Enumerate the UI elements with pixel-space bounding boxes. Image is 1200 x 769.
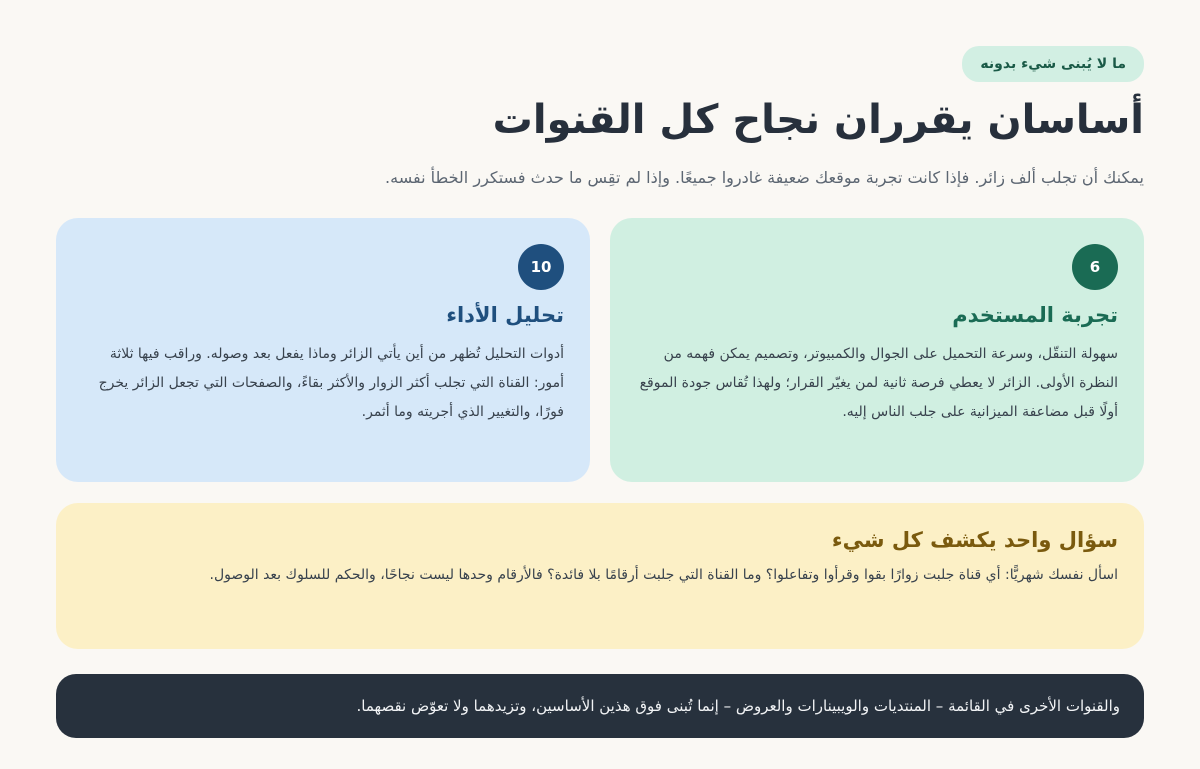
eyebrow-badge: ما لا يُبنى شيء بدونه [962, 46, 1144, 82]
page-subtitle: يمكنك أن تجلب ألف زائر. فإذا كانت تجربة موقعك ضعيفة غادروا جميعًا. وإذا لم تقِس ما حدث فستكرر الخطأ نفسه. [385, 168, 1144, 187]
card-title: تجربة المستخدم [952, 303, 1118, 327]
question-title: سؤال واحد يكشف كل شيء [831, 528, 1118, 552]
card-number-badge: 6 [1072, 244, 1118, 290]
card-number-badge: 10 [518, 244, 564, 290]
page-title: أساسان يقرران نجاح كل القنوات [492, 97, 1144, 143]
card-text: أدوات التحليل تُظهر من أين يأتي الزائر وماذا يفعل بعد وصوله. وراقب فيها ثلاثة أمور: القناة التي تجلب أكثر الزوار والأكثر بقاءً، والصفحات التي تجعل الزائر يخرج فورًا، والتغيير الذي أجريته وما أثمر. [98, 346, 564, 420]
card-user-experience [610, 218, 1144, 482]
card-title: تحليل الأداء [446, 303, 564, 327]
question-callout [56, 503, 1144, 649]
footer-note: والقنوات الأخرى في القائمة – المنتديات والويبينارات والعروض – إنما تُبنى فوق هذين الأساسين، وتزيدهما ولا تعوّض نقصهما. [56, 674, 1144, 738]
card-text: سهولة التنقّل، وسرعة التحميل على الجوال والكمبيوتر، وتصميم يمكن فهمه من النظرة الأولى. الزائر لا يعطي فرصة ثانية لمن يغيّر القرار؛ ولهذا تُقاس جودة الموقع أولًا قبل مضاعفة الميزانية على جلب الناس إليه. [639, 346, 1118, 420]
question-text: اسأل نفسك شهريًّا: أي قناة جلبت زوارًا بقوا وقرأوا وتفاعلوا؟ وما القناة التي جلبت أرقامًا بلا فائدة؟ فالأرقام وحدها ليست نجاحًا، والحكم للسلوك بعد الوصول. [209, 567, 1118, 583]
card-performance-analysis [56, 218, 590, 482]
